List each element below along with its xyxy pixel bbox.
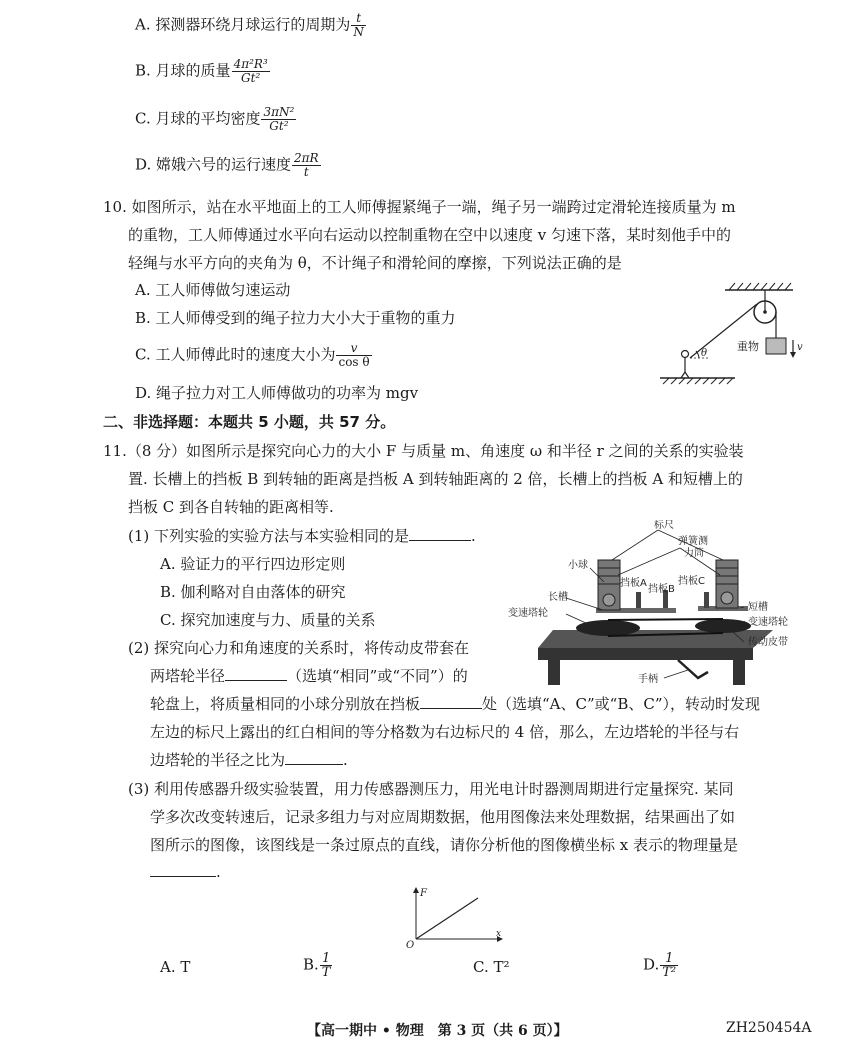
fraction: $\frac{2\pi R}{t}$ [294,151,319,179]
label-baffle-c: 挡板C [678,576,705,587]
label-handle: 手柄 [638,674,658,685]
q11-stem-line1: 11.（8 分）如图所示是探究向心力的大小 F 与质量 m、角速度 ω 和半径 r 之间的关系的实验装 [103,442,744,460]
pulley-axle [763,310,767,314]
section-heading: 二、非选择题：本题共 5 小题，共 57 分。 [103,413,396,431]
q11-part3-line4: . [150,862,221,881]
label-belt: 传动皮带 [748,637,788,648]
q11-part3-option-c: C. T² [473,958,510,976]
axis-label-x: x [496,929,502,939]
belt [608,619,723,620]
q11-part3-option-d: D. $\frac{1}{\text{T²}}$ [643,951,677,980]
worker-leg [681,372,685,378]
ball [721,592,733,604]
base-top [538,630,773,648]
q10-option-c: C. 工人师傅此时的速度大小为 $\frac{v}{\text{cos θ}}$ [135,341,370,369]
q11-part3-line2: 学多次改变转速后，记录多组力与对应周期数据，他用图像法来处理数据，结果画出了如 [150,808,736,826]
handle-crank [678,660,708,678]
q11-part1-option-c: C. 探究加速度与力、质量的关系 [160,611,376,629]
weight-label: 重物 [737,340,759,353]
q11-part3-line3: 图所示的图像，该图线是一条过原点的直线，请你分析他的图像横坐标 x 表示的物理量是 [150,836,738,854]
velocity-label: v [797,342,803,353]
left-tower-pulley [576,620,640,636]
q11-part2-line1: (2) 探究向心力和角速度的关系时，将传动皮带套在 [128,639,470,657]
ball [603,594,615,606]
base-front [538,648,753,660]
answer-blank[interactable] [225,666,287,681]
weight-box [766,338,786,354]
leg [548,660,560,685]
pulley-figure [655,280,805,385]
fraction: $\frac{\text{3πN²}}{\text{Gt²}}$ [263,105,295,133]
paper-code: ZH250454A [726,1020,812,1036]
q9-option-c: C. 月球的平均密度 $\frac{\text{3πN²}}{\text{Gt²}}$ [135,105,295,133]
page-footer: 【高一期中 • 物理 第 3 页（共 6 页）】 [307,1023,568,1039]
worker-leg [685,372,689,378]
q10-option-d: D. 绳子拉力对工人师傅做功的功率为 mgv [135,384,419,402]
q9-option-d: D. 嫦娥六号的运行速度 $\frac{2\pi R}{t}$ [135,151,319,179]
q11-part1-option-a: A. 验证力的平行四边形定则 [160,555,346,573]
fraction: $\frac{\text{4π²R³}}{\text{Gt²}}$ [233,57,268,85]
q10-option-b: B. 工人师傅受到的绳子拉力大小大于重物的重力 [135,309,456,327]
q11-stem-line3: 挡板 C 到各自转轴的距离相等. [128,498,334,516]
label-spring: 弹簧测 [678,536,708,547]
answer-blank[interactable] [409,526,471,541]
label-baffle-b: 挡板B [648,584,675,595]
label-long-groove: 长槽 [548,592,568,603]
ground-hatch [663,378,733,384]
theta-label: θ [701,348,708,359]
q11-part3-option-b: B. $\frac{1}{T}$ [303,951,331,980]
arrow-head-icon [790,352,796,358]
label-ball: 小球 [568,560,588,571]
q11-part2-line2: 两塔轮半径 （选填“相同”或“不同”）的 [150,667,468,685]
graph-line [416,898,478,939]
baffle-a [636,592,641,608]
fraction: $\frac{v}{\text{cos θ}}$ [338,341,370,369]
q11-stem-line2: 置. 长槽上的挡板 B 到转轴的距离是挡板 A 到转轴距离的 2 倍，长槽上的挡板 A 和短槽上的 [128,470,743,488]
q10-option-a: A. 工人师傅做匀速运动 [135,281,291,299]
ceiling-hatch [729,283,791,290]
label-cylinder: 力筒 [684,548,704,559]
origin-label: O [406,940,415,951]
q10-stem-line2: 的重物，工人师傅通过水平向右运动以控制重物在空中以速度 v 匀速下落，某时刻他手中的 [128,226,732,244]
q9-option-b: B. 月球的质量 $\frac{\text{4π²R³}}{\text{Gt²}}$ [135,57,268,85]
fraction: $\frac{1}{T}$ [321,951,331,980]
fx-graph [398,884,508,954]
apparatus-figure [508,520,803,690]
answer-blank[interactable] [150,862,216,877]
worker-icon [682,351,689,358]
leg [733,660,745,685]
baffle-c [704,592,709,608]
axis-label-f: F [420,888,427,899]
answer-blank[interactable] [420,694,482,709]
label-short-groove: 短槽 [748,602,768,613]
q11-part1: (1) 下列实验的实验方法与本实验相同的是 . [128,527,476,545]
q11-part2-line4: 左边的标尺上露出的红白相间的等分格数为右边标尺的 4 倍，那么，左边塔轮的半径与右 [150,723,740,741]
label-ruler: 标尺 [654,520,674,531]
q11-part2-line5: 边塔轮的半径之比为 . [150,751,348,769]
q10-stem-line1: 10. 如图所示，站在水平地面上的工人师傅握紧绳子一端，绳子另一端跨过定滑轮连接质量为 m [103,198,736,216]
right-tower-pulley [695,619,751,633]
label-tower-right: 变速塔轮 [748,617,788,628]
arrow-head-icon [413,887,419,893]
q10-stem-line3: 轻绳与水平方向的夹角为 θ，不计绳子和滑轮间的摩擦，下列说法正确的是 [128,254,622,272]
q9-option-a: A. 探测器环绕月球运行的周期为 $\frac{t}{N}$ [135,11,364,39]
q11-part3-option-a: A. T [160,958,191,976]
label-baffle-a: 挡板A [620,578,647,589]
q11-part2-line3: 轮盘上，将质量相同的小球分别放在挡板 处（选填“A、C”或“B、C”），转动时发现 [150,695,761,713]
fraction: $\frac{1}{\text{T²}}$ [662,951,677,980]
label-tower-left: 变速塔轮 [508,608,548,619]
q11-part3-line1: (3) 利用传感器升级实验装置，用力传感器测压力，用光电计时器测周期进行定量探究. 某同 [128,780,734,798]
q11-part1-option-b: B. 伽利略对自由落体的研究 [160,583,346,601]
fraction: $\frac{t}{N}$ [353,11,364,39]
answer-blank[interactable] [285,750,343,765]
